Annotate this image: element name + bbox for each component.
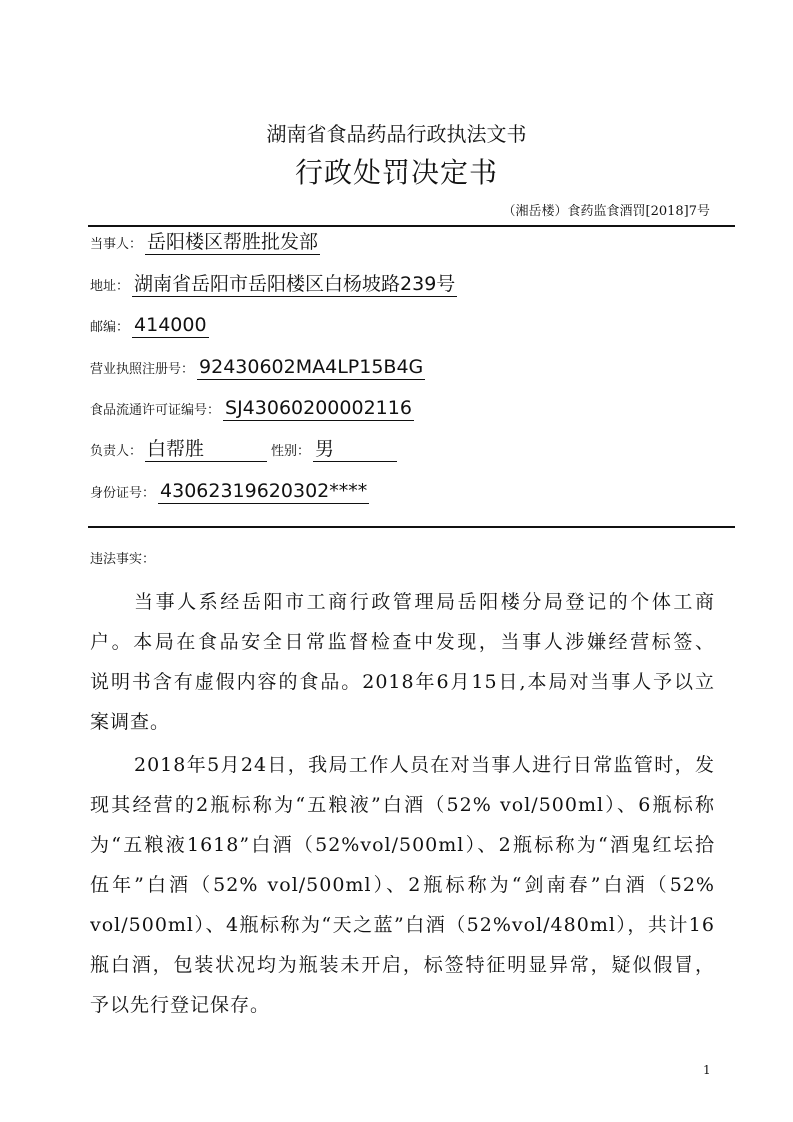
responsible-person-row (90, 437, 397, 467)
id-number-row (90, 479, 369, 509)
gender-value: 男 (313, 437, 397, 462)
paragraph-line: 瓶白酒，包装状况均为瓶装未开启，标签特征明显异常，疑似假冒， (90, 954, 715, 976)
party-label: 当事人： (90, 237, 143, 252)
page-number: 1 (703, 1063, 711, 1077)
business-license-value: 92430602MA4LP15B4G (199, 356, 424, 378)
document-number: （湘岳楼）食药监食酒罚[2018]7号 (502, 204, 710, 219)
paragraph-line: 伍年”白酒（52% vol/500ml）、2瓶标称为“剑南春”白酒（52% (90, 874, 715, 896)
paragraph-line: 予以先行登记保存。 (90, 994, 271, 1016)
paragraph-line: 户。本局在食品安全日常监督检查中发现，当事人涉嫌经营标签、 (90, 631, 715, 653)
responsible-person-value: 白帮胜 (145, 437, 267, 462)
paragraph-line: 为“五粮液1618”白酒（52%vol/500ml）、2瓶标称为“酒鬼红坛拾 (90, 834, 715, 856)
postcode-value: 414000 (134, 314, 207, 336)
facts-paragraph-1 (90, 582, 715, 742)
address-label: 地址： (90, 279, 130, 294)
document-title: 行政处罚决定书 (294, 156, 498, 189)
address-row (90, 272, 457, 302)
party-row (90, 230, 320, 260)
org-title: 湖南省食品药品行政执法文书 (266, 122, 527, 146)
paragraph-line: 当事人系经岳阳市工商行政管理局岳阳楼分局登记的个体工商 (134, 591, 715, 613)
business-license-row (90, 355, 425, 385)
paragraph-line: 现其经营的2瓶标称为“五粮液”白酒（52% vol/500ml）、6瓶标称 (90, 794, 715, 816)
responsible-person-label: 负责人： (90, 444, 143, 459)
paragraph-line: vol/500ml）、4瓶标称为“天之蓝”白酒（52%vol/480ml），共计16 (90, 914, 715, 936)
food-permit-row (90, 396, 414, 426)
business-license-label: 营业执照注册号： (90, 362, 195, 377)
food-permit-label: 食品流通许可证编号： (90, 403, 221, 418)
header-divider (88, 225, 735, 227)
party-value: 岳阳楼区帮胜批发部 (147, 231, 319, 253)
food-permit-value: SJ43060200002116 (225, 397, 412, 419)
paragraph-line: 案调查。 (90, 711, 171, 733)
id-number-label: 身份证号： (90, 486, 156, 501)
gender-label: 性别： (271, 444, 311, 459)
facts-paragraph-2 (90, 745, 715, 1025)
address-value: 湖南省岳阳市岳阳楼区白杨坡路239号 (134, 273, 456, 295)
postcode-label: 邮编： (90, 320, 130, 335)
paragraph-line: 2018年5月24日，我局工作人员在对当事人进行日常监管时，发 (134, 754, 715, 776)
paragraph-line: 说明书含有虚假内容的食品。2018年6月15日,本局对当事人予以立 (90, 671, 715, 693)
facts-heading: 违法事实： (90, 552, 156, 567)
id-number-value: 43062319620302**** (160, 480, 368, 502)
postcode-row (90, 313, 209, 343)
party-divider (88, 526, 735, 528)
